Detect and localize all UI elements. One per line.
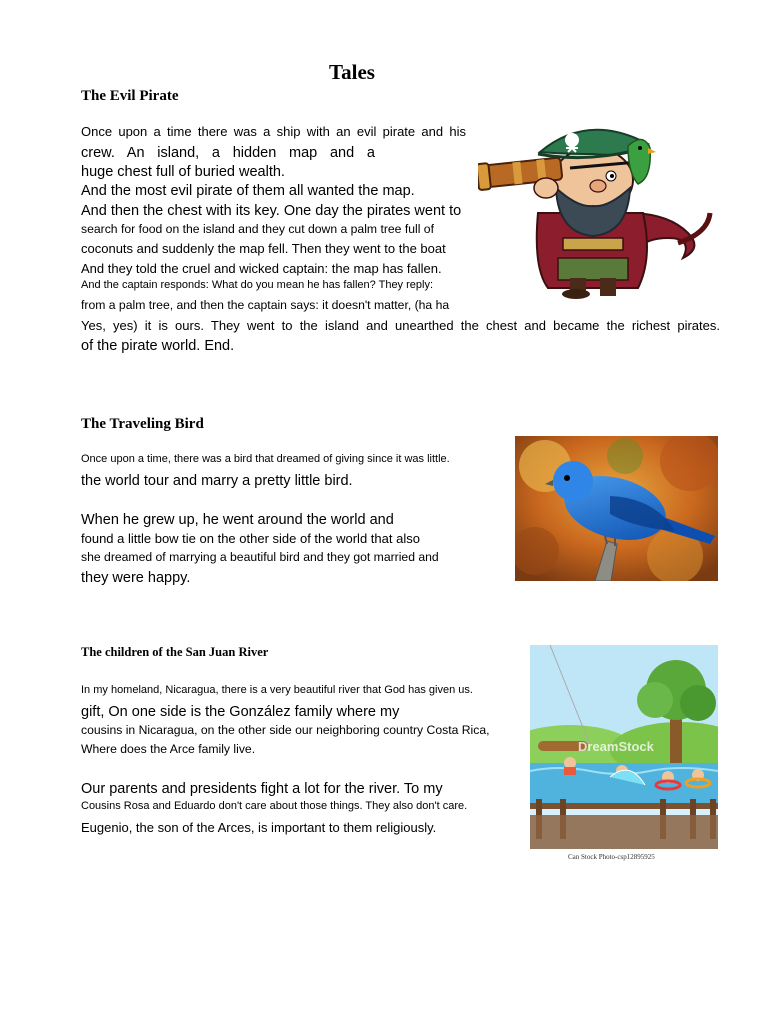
story3-line-7: Eugenio, the son of the Arces, is important to them religiously.: [81, 820, 437, 835]
story1-line-10: from a palm tree, and then the captain says: it doesn't matter, (ha ha: [81, 298, 450, 312]
river-children-illustration: [530, 645, 718, 852]
story2-line-5: she dreamed of marrying a beautiful bird and they got married and: [81, 550, 439, 564]
pirate-illustration: [478, 118, 716, 300]
story1-line-12: of the pirate world. End.: [81, 338, 235, 354]
story1-line-11: Yes, yes) it is ours. They went to the island and unearthed the chest and became the richest pirates.: [81, 318, 720, 333]
story-title-traveling-bird: The Traveling Bird: [81, 416, 204, 432]
story2-line-6: they were happy.: [81, 570, 191, 586]
story2-line-2: the world tour and marry a pretty little bird.: [81, 473, 353, 489]
story1-line-7: coconuts and suddenly the map fell. Then they went to the boat: [81, 241, 446, 256]
image-caption: Can Stock Photo-csp12895925: [568, 853, 655, 861]
story1-line-5: And then the chest with its key. One day the pirates went to: [81, 203, 462, 219]
page-title: Tales: [329, 60, 375, 84]
story1-line-3: huge chest full of buried wealth.: [81, 164, 285, 180]
watermark: DreamStock: [578, 739, 654, 754]
story1-line-2: crew. An island, a hidden map and a: [81, 145, 375, 161]
story1-line-4: And the most evil pirate of them all wanted the map.: [81, 183, 415, 199]
story1-line-1: Once upon a time there was a ship with an evil pirate and his: [81, 124, 466, 139]
story3-line-5: Our parents and presidents fight a lot for the river. To my: [81, 781, 443, 797]
story2-line-3: When he grew up, he went around the world and: [81, 512, 394, 528]
story3-line-4: Where does the Arce family live.: [81, 742, 256, 756]
story2-line-4: found a little bow tie on the other side of the world that also: [81, 531, 420, 546]
story3-line-6: Cousins Rosa and Eduardo don't care about those things. They also don't care.: [81, 800, 468, 812]
story-title-san-juan-river: The children of the San Juan River: [81, 645, 269, 659]
story-title-evil-pirate: The Evil Pirate: [81, 88, 179, 104]
blue-bird-photo: [515, 436, 718, 581]
story1-line-9: And the captain responds: What do you mean he has fallen? They reply:: [81, 279, 434, 291]
story1-line-6: search for food on the island and they cut down a palm tree full of: [81, 222, 434, 236]
story1-line-8: And they told the cruel and wicked captain: the map has fallen.: [81, 261, 442, 276]
story3-line-3: cousins in Nicaragua, on the other side our neighboring country Costa Rica,: [81, 723, 490, 737]
story2-line-1: Once upon a time, there was a bird that dreamed of giving since it was little.: [81, 453, 450, 465]
story3-line-1: In my homeland, Nicaragua, there is a very beautiful river that God has given us.: [81, 684, 473, 696]
story3-line-2: gift, On one side is the González family where my: [81, 704, 400, 720]
